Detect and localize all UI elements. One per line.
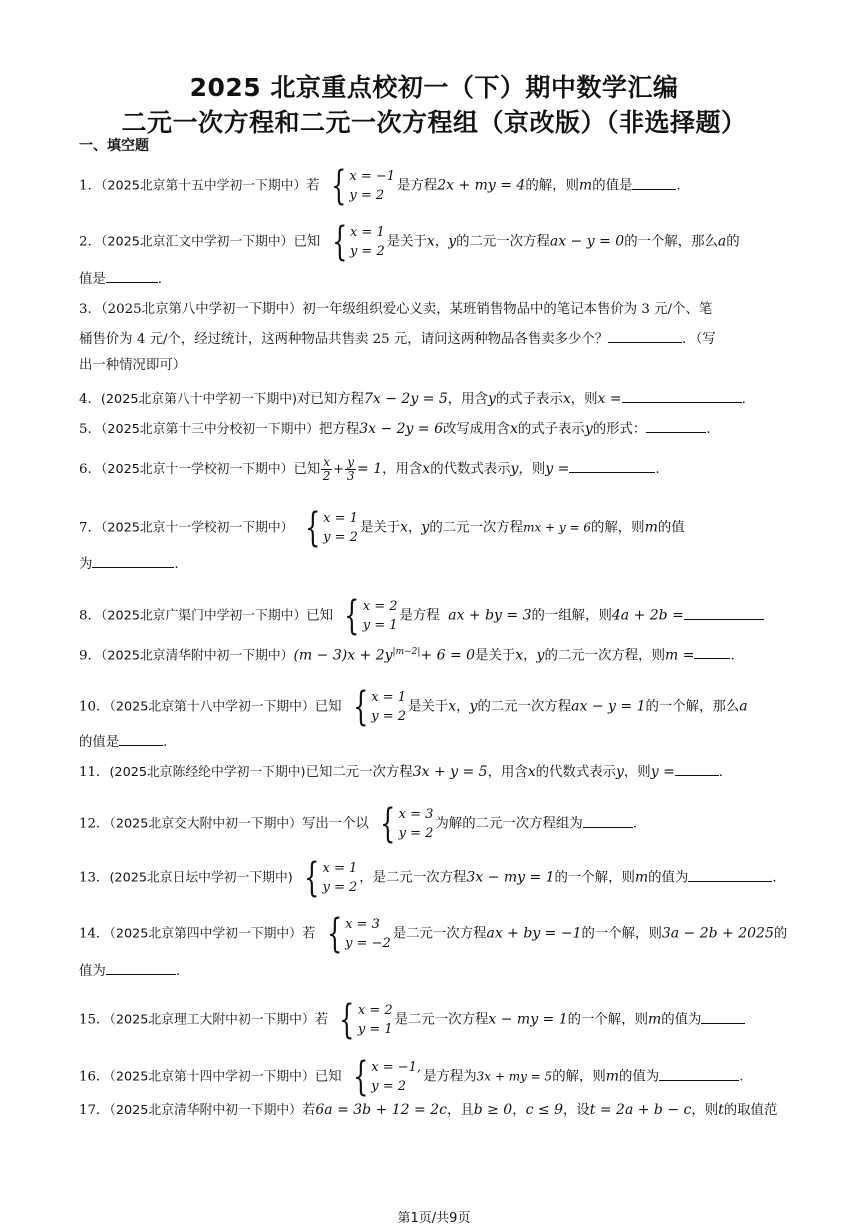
question-source: (2025北京第八十中学初一下期中) bbox=[100, 392, 298, 407]
text: 已知 bbox=[314, 699, 342, 715]
text: 桶售价为 4 元/个，经过统计，这两种物品共售卖 25 元，请问这两种物品各售卖多少个？ bbox=[79, 332, 609, 347]
text: 是关于 bbox=[386, 234, 427, 250]
text: 的值是 bbox=[79, 735, 120, 750]
text: . bbox=[676, 178, 681, 194]
text: 是方程 bbox=[399, 608, 440, 624]
text: . bbox=[772, 870, 777, 886]
text: 的形式： bbox=[592, 422, 647, 437]
question-6 bbox=[79, 456, 660, 483]
page-number: 第1页/共9页 bbox=[397, 1211, 471, 1226]
page-title: 2025 北京重点校初一（下）期中数学汇编 bbox=[189, 73, 679, 102]
variable: y = bbox=[650, 764, 675, 780]
text: 的取值范 bbox=[723, 1103, 778, 1118]
question-number: 1． bbox=[79, 178, 101, 194]
answer-blank[interactable] bbox=[646, 418, 706, 433]
text: 的值 bbox=[657, 520, 685, 536]
equation-system: { x = 2 y = 1 bbox=[344, 593, 398, 639]
question-5 bbox=[79, 418, 711, 440]
text: . bbox=[718, 765, 724, 780]
exponent: |m−2| bbox=[392, 647, 421, 657]
text: 的式子表示 bbox=[495, 392, 563, 407]
question-number: 15． bbox=[79, 1012, 110, 1028]
question-10-line2 bbox=[79, 731, 167, 753]
text: 的代数式表示 bbox=[535, 765, 616, 780]
variable: a bbox=[739, 698, 748, 715]
variable: y bbox=[536, 647, 545, 664]
text: 3．（2025北京第八中学初一下期中）初一年级组织爱心义卖，某班销售物品中的笔记本售价为 3 元/个、笔 bbox=[79, 302, 713, 317]
equation: 3a − 2b + 2025 bbox=[661, 925, 774, 942]
text: 值是 bbox=[79, 272, 106, 287]
equation-system: { x = 1 y = 2 bbox=[304, 505, 358, 551]
equation: 3x + y = 5 bbox=[412, 764, 488, 780]
denominator: 3 bbox=[346, 469, 355, 483]
system-line: y = 2 bbox=[398, 826, 434, 841]
system-line: x = 2 bbox=[357, 1003, 393, 1018]
text: 是二元一次方程 bbox=[392, 926, 487, 942]
question-15 bbox=[79, 997, 745, 1043]
operator: + bbox=[333, 462, 345, 477]
text: 的解，则 bbox=[525, 178, 579, 194]
equation: c ≤ 9 bbox=[525, 1102, 563, 1118]
variable: y bbox=[487, 391, 496, 407]
text: 已知 bbox=[293, 462, 321, 477]
text: . bbox=[174, 557, 179, 572]
equation: mx + y = 6 bbox=[523, 520, 592, 535]
text: 的一个解，那么 bbox=[624, 234, 718, 250]
equation: b ≥ 0 bbox=[473, 1102, 513, 1118]
text: ，则 bbox=[691, 1103, 719, 1118]
question-source: （2025北京第四中学初一下期中） bbox=[109, 926, 302, 942]
text: 的值为 bbox=[661, 1012, 702, 1028]
answer-blank[interactable] bbox=[583, 813, 633, 828]
variable: y bbox=[510, 461, 519, 477]
question-14-line2 bbox=[79, 960, 180, 982]
variable: a bbox=[717, 233, 727, 250]
equation-system: { x = −1 y = 2 bbox=[330, 163, 396, 209]
text: 是关于 bbox=[359, 520, 401, 536]
text: . bbox=[655, 462, 660, 477]
question-2-line2 bbox=[79, 268, 162, 290]
system-line: x = 3 bbox=[398, 807, 434, 822]
text: 的二元一次方程 bbox=[477, 699, 572, 715]
system-line: y = −2 bbox=[345, 936, 391, 951]
text: 的一个解，则 bbox=[554, 870, 635, 886]
question-9 bbox=[79, 642, 735, 666]
text: 的二元一次方程 bbox=[456, 234, 550, 250]
question-source: （2025北京十一学校初一下期中） bbox=[100, 462, 294, 477]
question-number: 7． bbox=[79, 520, 101, 536]
text: 的解，则 bbox=[552, 1069, 606, 1085]
text: 是方程 bbox=[397, 178, 438, 194]
text: 的值是 bbox=[592, 178, 633, 194]
text: . bbox=[730, 648, 735, 664]
system-line: y = 2 bbox=[349, 244, 385, 259]
text: 是二元一次方程 bbox=[394, 1012, 489, 1028]
variable: y bbox=[469, 698, 478, 715]
denominator: 2 bbox=[322, 469, 331, 483]
answer-blank[interactable] bbox=[569, 458, 655, 473]
answer-blank[interactable] bbox=[675, 761, 719, 776]
question-number: 8． bbox=[79, 608, 101, 624]
numerator: y bbox=[347, 455, 355, 469]
question-number: 10． bbox=[79, 699, 110, 715]
variable: x bbox=[448, 698, 457, 715]
variable: m bbox=[644, 519, 658, 536]
question-1 bbox=[79, 163, 681, 209]
system-line: x = 3 bbox=[345, 917, 380, 932]
equation-system: { x = 1 y = 2 bbox=[304, 855, 358, 901]
question-number: 2． bbox=[79, 234, 101, 250]
text: 改写成用含 bbox=[443, 422, 510, 437]
system-line: y = 2 bbox=[371, 1079, 407, 1094]
text: 为解的二元一次方程组为 bbox=[435, 816, 583, 832]
text: 为 bbox=[79, 557, 93, 572]
text: 是关于 bbox=[475, 648, 516, 664]
variable: x bbox=[562, 391, 571, 407]
text: 若 bbox=[301, 926, 316, 942]
text: ，且 bbox=[446, 1103, 474, 1118]
text: . bbox=[163, 735, 168, 750]
question-10 bbox=[79, 684, 748, 730]
text: 出一种情况即可） bbox=[79, 358, 187, 373]
question-number: 14． bbox=[79, 926, 110, 942]
answer-blank[interactable] bbox=[608, 328, 682, 343]
variable: y = bbox=[545, 461, 570, 477]
variable: m bbox=[634, 869, 649, 886]
question-source: （2025北京十一学校初一下期中） bbox=[100, 520, 294, 536]
text: 把方程 bbox=[319, 422, 360, 437]
question-source: （2025北京第十八中学初一下期中） bbox=[109, 699, 315, 715]
question-3 bbox=[79, 300, 712, 320]
question-source: （2025北京理工大附中初一下期中） bbox=[109, 1012, 315, 1028]
text: ，是二元一次方程 bbox=[359, 870, 467, 886]
answer-blank[interactable] bbox=[106, 960, 176, 975]
text: 的 bbox=[726, 234, 740, 250]
page-subtitle: 二元一次方程和二元一次方程组（京改版）（非选择题） bbox=[121, 108, 747, 137]
question-source: (2025北京日坛中学初一下期中) bbox=[109, 870, 293, 886]
equation-system: { x = 1 y = 2 bbox=[331, 219, 385, 265]
answer-blank[interactable] bbox=[694, 644, 730, 659]
text: . bbox=[175, 964, 181, 979]
text: ，则 bbox=[570, 392, 598, 407]
text: 的式子表示 bbox=[517, 422, 585, 437]
variable: x bbox=[426, 233, 435, 250]
question-12 bbox=[79, 801, 637, 847]
question-number: 9． bbox=[79, 648, 101, 664]
question-source: （2025北京第十三中分校初一下期中） bbox=[100, 422, 320, 437]
question-source: （2025北京清华附中初一下期中） bbox=[100, 648, 294, 664]
equation: 3x − my = 1 bbox=[466, 869, 555, 886]
variable: x bbox=[422, 461, 431, 477]
question-16 bbox=[79, 1054, 744, 1100]
text: 的一个解，则 bbox=[567, 1012, 648, 1028]
variable: x bbox=[527, 764, 536, 780]
equation: 3x − 2y = 6 bbox=[359, 421, 444, 437]
system-line: x = 1 bbox=[371, 690, 407, 705]
question-3-line2 bbox=[79, 328, 716, 350]
answer-blank[interactable] bbox=[92, 553, 174, 568]
text: 是方程为 bbox=[423, 1069, 477, 1085]
variable: y bbox=[584, 421, 593, 437]
question-17 bbox=[79, 1100, 777, 1121]
text: 已知 bbox=[306, 608, 334, 624]
question-number: 16． bbox=[79, 1069, 110, 1085]
system-line: x = 1 bbox=[349, 225, 385, 240]
question-source: （2025北京汇文中学初一下期中） bbox=[100, 234, 294, 250]
variable: x = bbox=[597, 391, 622, 407]
question-14 bbox=[79, 911, 788, 957]
variable: x bbox=[515, 647, 524, 664]
variable: t bbox=[718, 1102, 724, 1118]
text: ．（写 bbox=[682, 332, 716, 347]
equation: ax − y = 0 bbox=[549, 233, 625, 250]
system-line: x = 1 bbox=[322, 861, 358, 876]
system-line: x = 1 bbox=[323, 511, 358, 526]
equation: 2x + my = 4 bbox=[437, 177, 526, 194]
question-7 bbox=[79, 505, 685, 551]
text: 的代数式表示 bbox=[430, 462, 511, 477]
text: . bbox=[632, 816, 637, 832]
text: ，用含 bbox=[487, 765, 528, 780]
variable: y bbox=[448, 233, 457, 250]
answer-blank[interactable] bbox=[106, 268, 158, 283]
equation: ax − y = 1 bbox=[571, 698, 646, 715]
equation: 6a = 3b + 12 = 2c bbox=[315, 1102, 447, 1118]
text: 的值为 bbox=[619, 1069, 660, 1085]
variable: m bbox=[605, 1068, 620, 1085]
system-line: y = 2 bbox=[349, 188, 385, 203]
text: 的一组解，则 bbox=[531, 608, 612, 624]
text: ，则 bbox=[518, 462, 546, 477]
question-13 bbox=[79, 855, 777, 901]
text: 已知 bbox=[314, 1069, 342, 1085]
system-line: x = −1 bbox=[349, 169, 396, 184]
equation: t = 2a + b − c bbox=[589, 1102, 692, 1118]
text: 的一个解，则 bbox=[581, 926, 662, 942]
text: 写出一个以 bbox=[301, 816, 369, 832]
question-number: 12． bbox=[79, 816, 110, 832]
text: ， bbox=[434, 234, 449, 250]
variable: m = bbox=[664, 647, 695, 664]
system-line: x = −1, bbox=[371, 1060, 422, 1075]
text: ，设 bbox=[563, 1103, 590, 1118]
question-number: 6． bbox=[79, 462, 101, 477]
question-2 bbox=[79, 219, 740, 265]
equation-system: { x = −1, y = 2 bbox=[352, 1054, 422, 1100]
equation: 4a + 2b = bbox=[611, 607, 684, 624]
equation: ax + by = 3 bbox=[448, 607, 532, 624]
text: ， bbox=[523, 648, 537, 664]
question-source: （2025北京清华附中初一下期中） bbox=[109, 1103, 302, 1118]
text: 若 bbox=[301, 1103, 316, 1118]
system-line: y = 2 bbox=[371, 709, 407, 724]
text: ，用含 bbox=[447, 392, 488, 407]
system-line: x = 2 bbox=[362, 599, 398, 614]
system-line: y = 1 bbox=[362, 618, 398, 633]
fraction bbox=[321, 456, 332, 483]
text: 若 bbox=[314, 1012, 329, 1028]
question-number: 17． bbox=[79, 1103, 110, 1118]
equation: 7x − 2y = 5 bbox=[364, 391, 448, 407]
question-7-line2 bbox=[79, 553, 179, 575]
question-number: 4． bbox=[79, 392, 101, 407]
question-4 bbox=[79, 388, 746, 410]
text: 的解，则 bbox=[591, 520, 645, 536]
system-line: y = 2 bbox=[322, 880, 358, 895]
answer-blank[interactable] bbox=[701, 1009, 745, 1024]
fraction bbox=[345, 456, 356, 483]
question-number: 5． bbox=[79, 422, 101, 437]
variable: x bbox=[509, 421, 518, 437]
text: 的二元一次方程，则 bbox=[544, 648, 665, 664]
answer-blank[interactable] bbox=[659, 1066, 739, 1081]
answer-blank[interactable] bbox=[119, 731, 163, 746]
question-3-line3 bbox=[79, 356, 186, 376]
equation: ax + by = −1 bbox=[486, 925, 582, 942]
text: 已知二元一次方程 bbox=[305, 765, 413, 780]
text: 的二元一次方程 bbox=[429, 520, 524, 536]
question-source: （2025北京广渠门中学初一下期中） bbox=[100, 608, 307, 624]
equation: (m − 3)x + 2y bbox=[293, 647, 393, 664]
text: ，则 bbox=[623, 765, 651, 780]
question-source: （2025北京第十五中学初一下期中） bbox=[100, 178, 307, 194]
section-heading: 一、填空题 bbox=[79, 138, 149, 154]
text: . bbox=[706, 422, 711, 437]
answer-blank[interactable] bbox=[684, 605, 764, 620]
text: 已知 bbox=[293, 234, 321, 250]
question-source: （2025北京第十四中学初一下期中） bbox=[109, 1069, 315, 1085]
variable: y bbox=[421, 519, 430, 536]
equation-system: { x = 3 y = 2 bbox=[380, 801, 434, 847]
variable: y bbox=[616, 764, 624, 780]
question-11 bbox=[79, 761, 723, 783]
answer-blank[interactable] bbox=[688, 867, 772, 882]
system-line: y = 2 bbox=[323, 530, 358, 545]
text: ， bbox=[456, 699, 470, 715]
question-number: 13． bbox=[79, 870, 110, 886]
equation: + 6 = 0 bbox=[420, 647, 476, 664]
question-8 bbox=[79, 593, 764, 639]
equation-system: { x = 3 y = −2 bbox=[326, 911, 391, 957]
equation: 3x + my = 5 bbox=[476, 1069, 553, 1084]
text: 对已知方程 bbox=[297, 392, 364, 407]
text: ， bbox=[408, 520, 422, 536]
system-line: y = 1 bbox=[357, 1022, 393, 1037]
equation-system: { x = 1 y = 2 bbox=[352, 684, 407, 730]
text: ，用含 bbox=[382, 462, 423, 477]
text: 的一个解，那么 bbox=[645, 699, 740, 715]
question-source: (2025北京陈经纶中学初一下期中) bbox=[109, 765, 306, 780]
text: ， bbox=[512, 1103, 526, 1118]
question-number: 11． bbox=[79, 765, 110, 780]
variable: m bbox=[647, 1011, 662, 1028]
numerator: x bbox=[323, 455, 331, 469]
text: 是关于 bbox=[408, 699, 449, 715]
text: 的值为 bbox=[648, 870, 689, 886]
answer-blank[interactable] bbox=[622, 388, 742, 403]
text: . bbox=[157, 272, 163, 287]
question-source: （2025北京交大附中初一下期中） bbox=[109, 816, 302, 832]
variable: x bbox=[400, 519, 409, 536]
text: 若 bbox=[306, 178, 320, 194]
equation: = 1 bbox=[357, 461, 383, 477]
equation-system: { x = 2 y = 1 bbox=[339, 997, 393, 1043]
answer-blank[interactable] bbox=[632, 175, 676, 190]
equation: x − my = 1 bbox=[488, 1011, 568, 1028]
text: 的 bbox=[773, 926, 788, 942]
text: . bbox=[739, 1069, 744, 1085]
variable: m bbox=[578, 177, 593, 194]
text: 值为 bbox=[79, 964, 106, 979]
text: . bbox=[741, 392, 746, 407]
